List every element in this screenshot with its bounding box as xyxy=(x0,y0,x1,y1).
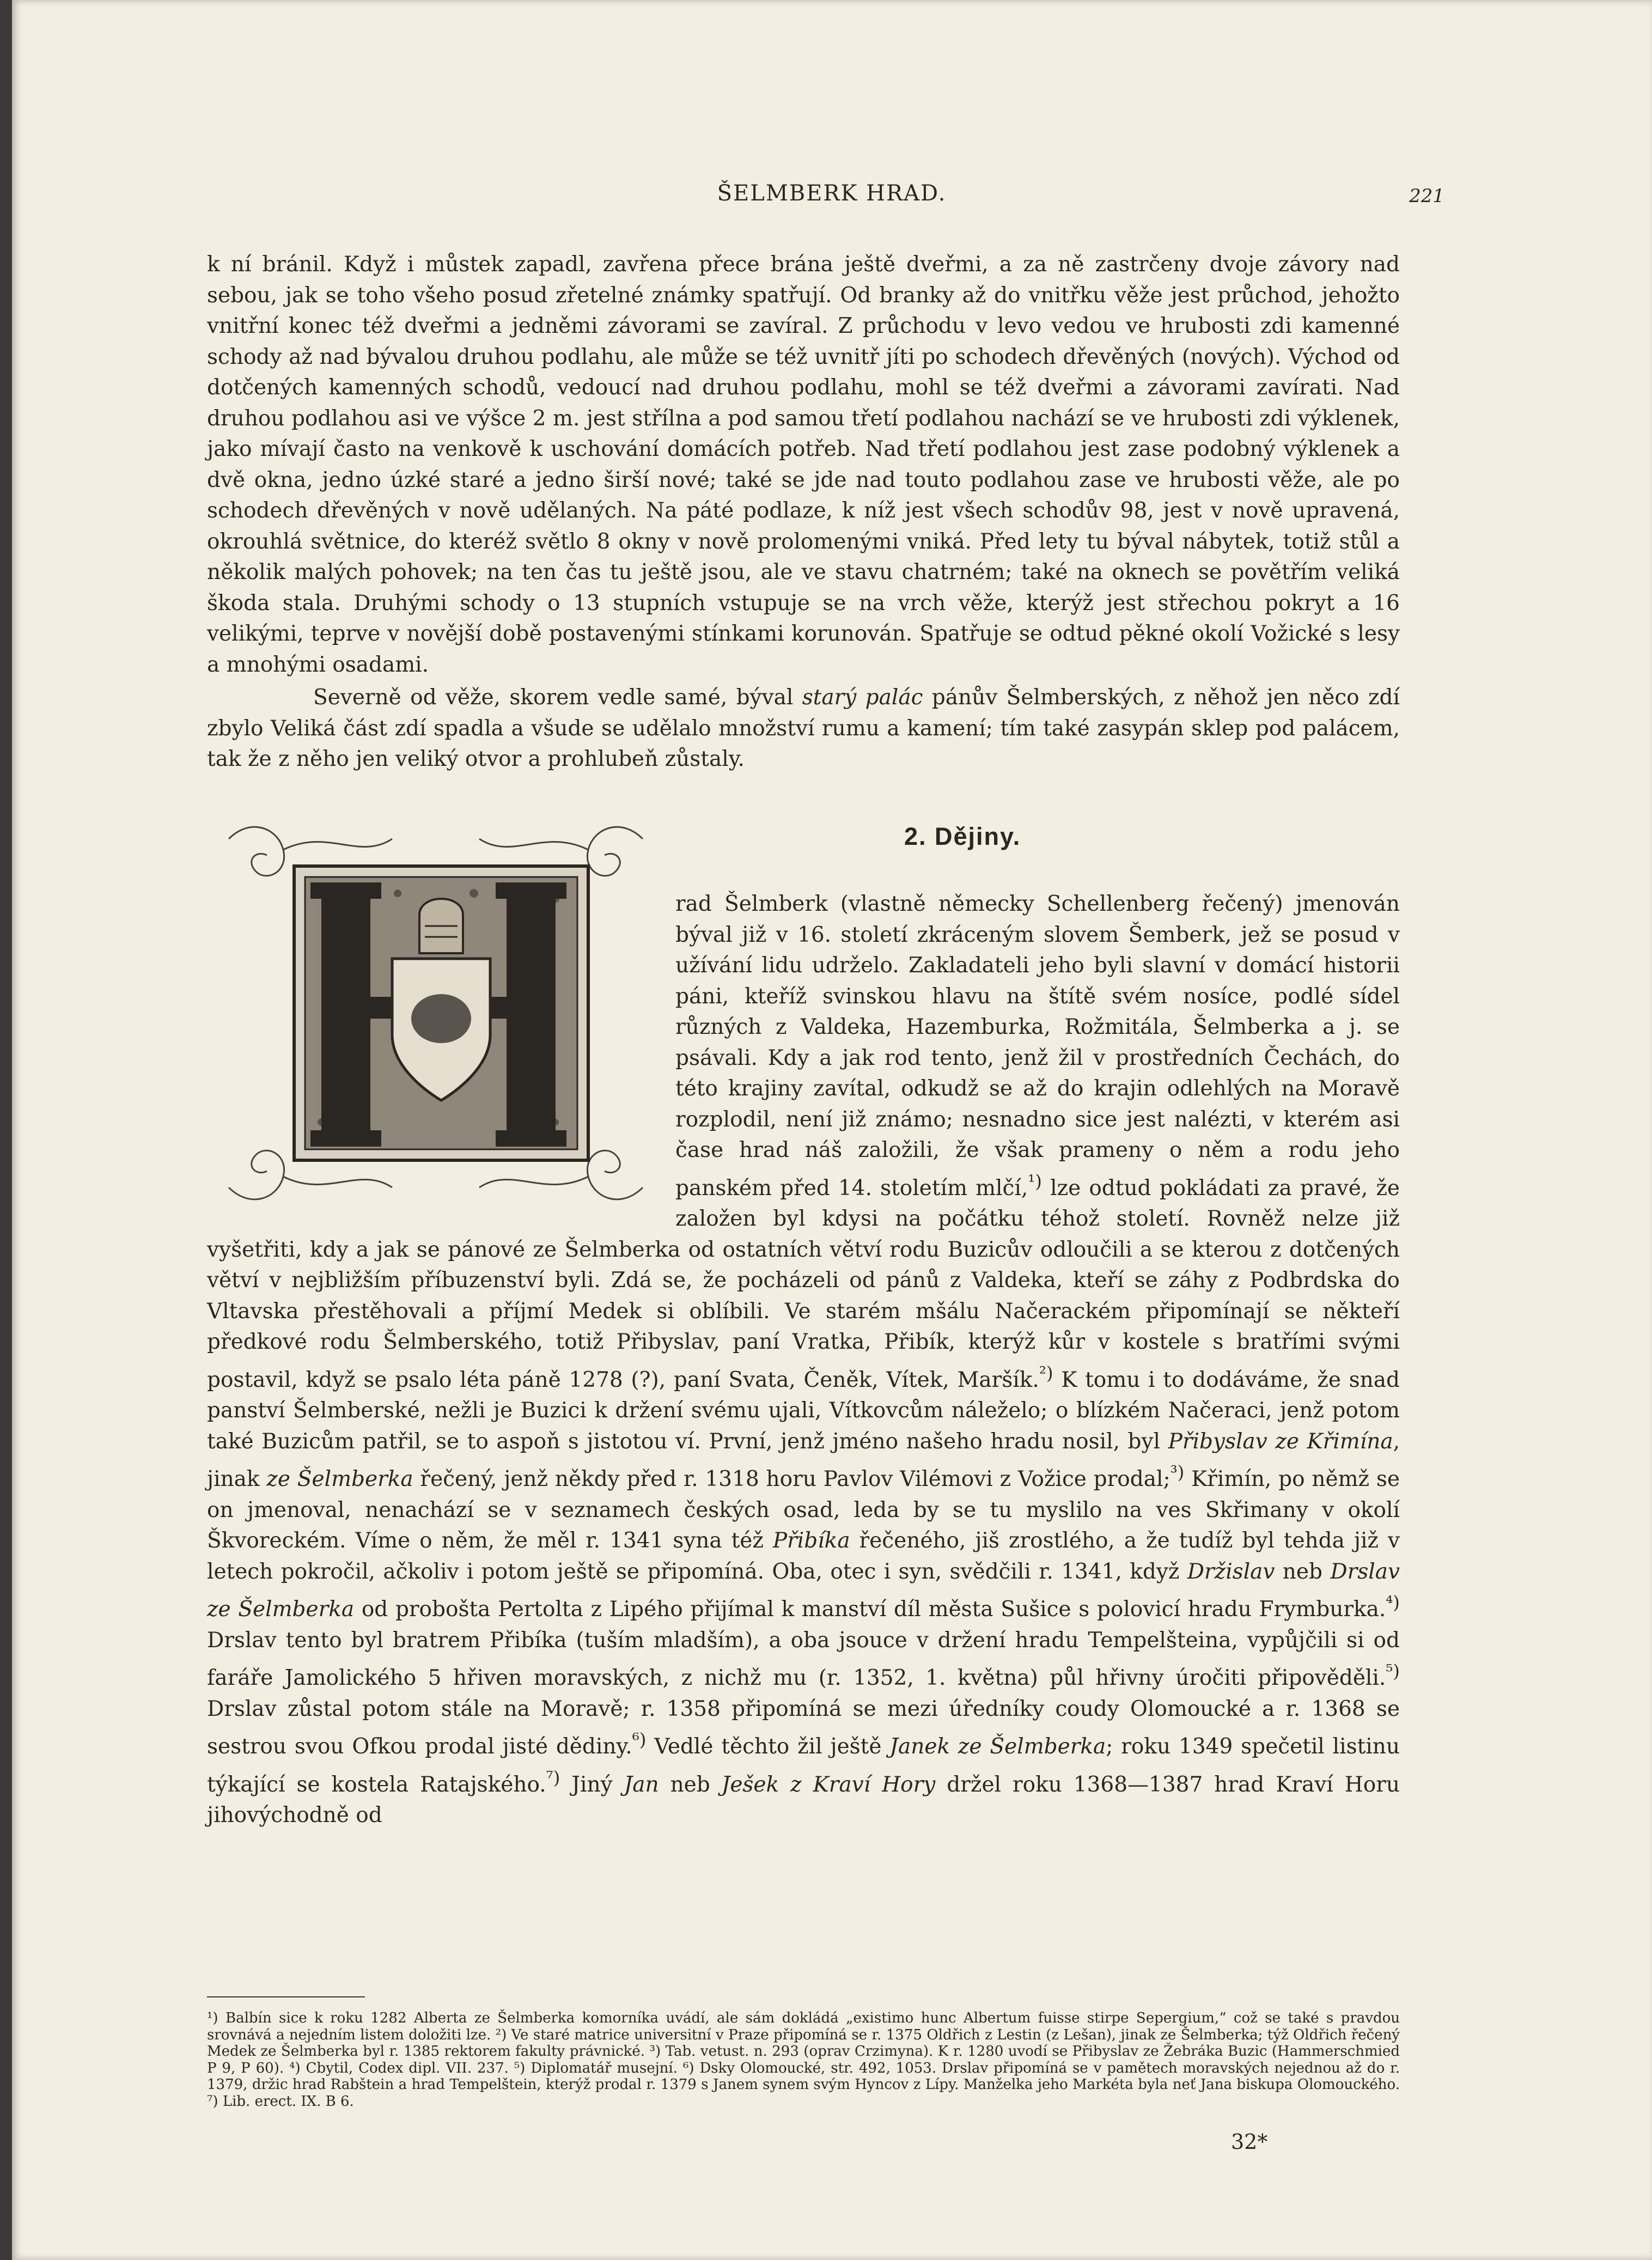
history-t16: držel roku 1368—1387 hrad Kraví Horu jihovýchodně od xyxy=(207,1772,1400,1828)
history-i2: ze Šelmberka xyxy=(266,1467,413,1491)
history-i3: Přibíka xyxy=(772,1528,850,1553)
history-i8: Ješek z Kraví Hory xyxy=(721,1772,936,1797)
footnote-ref-2: ²) xyxy=(1039,1362,1053,1384)
history-i7: Jan xyxy=(624,1772,659,1797)
history-t7: řečeného, jiš zrostlého, a že tudíž byl tehda již v letech pokročil, ačkoliv i potom ještě se připomíná. Oba, otec i syn, svědčili r. 1341, když xyxy=(207,1528,1400,1584)
history-t11: Drslav zůstal potom stále na Moravě; r. 1358 připomíná se mezi úředníky coudy Olomoucké a r. 1368 se sestrou svou Ofkou prodal jisté dědiny. xyxy=(207,1696,1400,1759)
page-header xyxy=(219,181,1444,214)
footnote-ref-5: ⁵) xyxy=(1386,1661,1400,1682)
footnote-ref-1: ¹) xyxy=(1028,1171,1042,1192)
history-t15: neb xyxy=(659,1772,722,1797)
footnote-ref-6: ⁶) xyxy=(632,1729,647,1750)
running-title: ŠELMBERK HRAD. xyxy=(717,181,947,206)
p2-start: Severně od věže, skorem vedle samé, býval xyxy=(313,685,802,710)
paragraph-tower-description: k ní bránil. Když i můstek zapadl, zavřena přece brána ještě dveřmi, a za ně zastrčeny dvoje závory nad sebou, jak se toho všeho posud zřetelné známky spatřují. Od branky až do vnitřku věže jest průchod, jehožto vnitřní konec též dveřmi a jedněmi závorami se zavíral. Z průchodu v levo vedou ve hrubosti zdi kamenné schody až nad bývalou druhou podlahu, ale může se též uvnitř jíti po schodech dřevěných (nových). Východ od dotčených kamenných schodů, vedoucí nad druhou podlahu, mohl se též dveřmi a závorami zavírati. Nad druhou podlahou asi ve výšce 2 m. jest střílna a pod samou třetí podlahou nachází se ve hrubosti zdi výklenek, jako mívají často na venkově k uschování domácích potřeb. Nad třetí podlahou jest zase podobný výklenek a dvě okna, jedno úzké staré a jedno širší nové; také se jde nad touto podlahou zase ve hrubosti věže, ale po schodech dřevěných v nově udělaných. Na páté podlaze, k níž jest všech schodův 98, jest v nově upravená, okrouhlá světnice, do kteréž světlo 8 okny v nově prolomenými vniká. Před lety tu býval nábytek, totiž stůl a několik malých pohovek; na ten čas tu ještě jsou, ale ve stavu chatrném; také na oknech se povětřím veliká škoda stala. Druhými schody o 13 stupních vstupuje se na vrch věže, kterýž jest střechou pokryt a 16 velikými, teprve v novější době postavenými stínkami korunován. Spatřuje se odtud pěkné okolí Vožické s lesy a mnohými osadami. xyxy=(207,252,1400,677)
history-t2: lze odtud pokládati za pravé, že založen byl kdysi na počátku téhož století. Rovněž nelze již vyšetřiti, kdy a jak se pánové ze Šelmberka od ostatních větví rodu Buzicův odloučili a se kterou z dotčených větví v nejbližším příbuzenství byli. Zdá se, že pocházeli od pánů z Valdeka, kteří se záhy z Podbrdska do Vltavska přestěhovali a příjmí Medek si oblíbili. Ve starém mšálu Načerackém připomínají se někteří předkové rodu Šelmberského, totiž Přibyslav, paní Vratka, Přibík, kterýž kůr v kostele s bratřími svými postavil, když se psalo léta páně 1278 (?), paní Svata, Čeněk, Vítek, Maršík. xyxy=(207,1175,1400,1392)
history-t4: , jinak xyxy=(207,1429,1400,1491)
footnote-ref-4: ⁴) xyxy=(1386,1592,1400,1613)
history-i5: Drslav ze Šelmberka xyxy=(207,1559,1400,1622)
history-t13: ; roku 1349 spečetil listinu týkající se kostela Ratajského. xyxy=(207,1734,1400,1797)
history-i6: Janek ze Šelmberka xyxy=(889,1734,1106,1759)
p2-italic: starý palác xyxy=(802,685,923,710)
footnote-rule xyxy=(207,1996,365,1997)
footnote-ref-3: ³) xyxy=(1170,1462,1185,1483)
history-i1: Přibyslav ze Křimína xyxy=(1168,1429,1393,1454)
history-t5: řečený, jenž někdy před r. 1318 horu Pavlov Vilémovi z Vožice prodal; xyxy=(413,1467,1171,1491)
history-t3: K tomu i to dodáváme, že snad panství Šelmberské, nežli je Buzici k držení svému ujali, Vítkovcům náleželo; o blízkém Načeraci, jenž potom také Buzicům patřil, se to aspoň s jistotou ví. První, jenž jméno našeho hradu nosil, byl xyxy=(207,1367,1400,1454)
history-t8: neb xyxy=(1275,1559,1331,1584)
history-t12: Vedlé těchto žil ještě xyxy=(646,1734,890,1759)
footnotes: ¹) Balbín sice k roku 1282 Alberta ze Šelmberka komorníka uvádí, ale sám dokládá „existimo hunc Albertum fuisse stirpe Sepergium,“ což se také s pravdou srovnává a nejedním listem doložiti lze. ²) Ve staré matrice universitní v Praze připomíná se r. 1375 Oldřich z Lestin (z Lešan), jinak ze Šelmberka; týž Oldřich řečený Medek ze Šelmberka byl r. 1385 rektorem fakulty právnické. ³) Tab. vetust. n. 293 (oprav Crzimyna). K r. 1280 uvodí se Přibyslav ze Žebráka Buzic (Hammerschmied P 9, P 60). ⁴) Cbytil, Codex dipl. VII. 237. ⁵) Diplomatář musejní. ⁶) Dsky Olomoucké, str. 492, 1053. Drslav připomíná se v pamětech moravských nejednou až do r. 1379, držic hrad Rabštein a hrad Tempelštein, kterýž prodal r. 1379 s Janem synem svým Hyncov z Lípy. Manželka jeho Markéta byla neť Jana biskupa Olomouckého. ⁷) Lib. erect. IX. B 6. xyxy=(207,2010,1400,2110)
history-paragraph xyxy=(207,889,1400,1831)
page-number: 221 xyxy=(1409,185,1444,207)
footnote-ref-7: ⁷) xyxy=(546,1767,560,1788)
initial-spacer xyxy=(207,889,675,1227)
history-t14: Jiný xyxy=(560,1772,624,1797)
paragraph-old-palace xyxy=(207,683,1400,775)
history-t10: Drslav tento byl bratrem Přibíka (tuším mladším), a oba jsouce v držení hradu Tempelšteina, vypůjčili si od faráře Jamolického 5 hřiven moravských, z nichž mu (r. 1352, 1. května) půl hřivny úročiti připověděli. xyxy=(207,1628,1400,1690)
history-i4: Držislav xyxy=(1187,1559,1275,1584)
history-t1: rad Šelmberk (vlastně německy Schellenberg řečený) jmenován býval již v 16. století zkráceným slovem Šemberk, jež se posud v užívání lidu udrželo. Zakladateli jeho byli slavní v domácí historii páni, kteříž svinskou hlavu na štítě svém nosíce, podlé sídel různých z Valdeka, Hazemburka, Rožmitála, Šelmberka a j. se psávali. Kdy a jak rod tento, jenž žil v prostředních Čechách, do této krajiny zavítal, odkudž se až do krajin odlehlých na Moravě rozplodil, není již známo; nesnadno sice jest nalézti, v kterém asi čase hrad náš založili, že však prameny o něm a rodu jeho panském před 14. stoletím mlčí, xyxy=(675,892,1400,1201)
history-t9: od probošta Pertolta z Lipého přijímal k manství díl města Sušice s polovicí hradu Frymburka. xyxy=(354,1597,1386,1622)
section-title: 2. Dějiny. xyxy=(904,823,1021,850)
history-t6: Křimín, po němž se on jmenoval, nenachází se v seznamech českých osad, leda by se tu myslilo na ves Skřimany v okolí Škvoreckém. Víme o něm, že měl r. 1341 syna též xyxy=(207,1467,1400,1553)
p2-end: pánův Šelmberských, z něhož jen něco zdí zbylo Veliká část zdí spadla a všude se udělalo množství rumu a kamení; tím také zasypán sklep pod palácem, tak že z něho jen veliký otvor a prohlubeň zůstaly. xyxy=(207,685,1400,771)
signature-mark: 32* xyxy=(1231,2130,1268,2154)
